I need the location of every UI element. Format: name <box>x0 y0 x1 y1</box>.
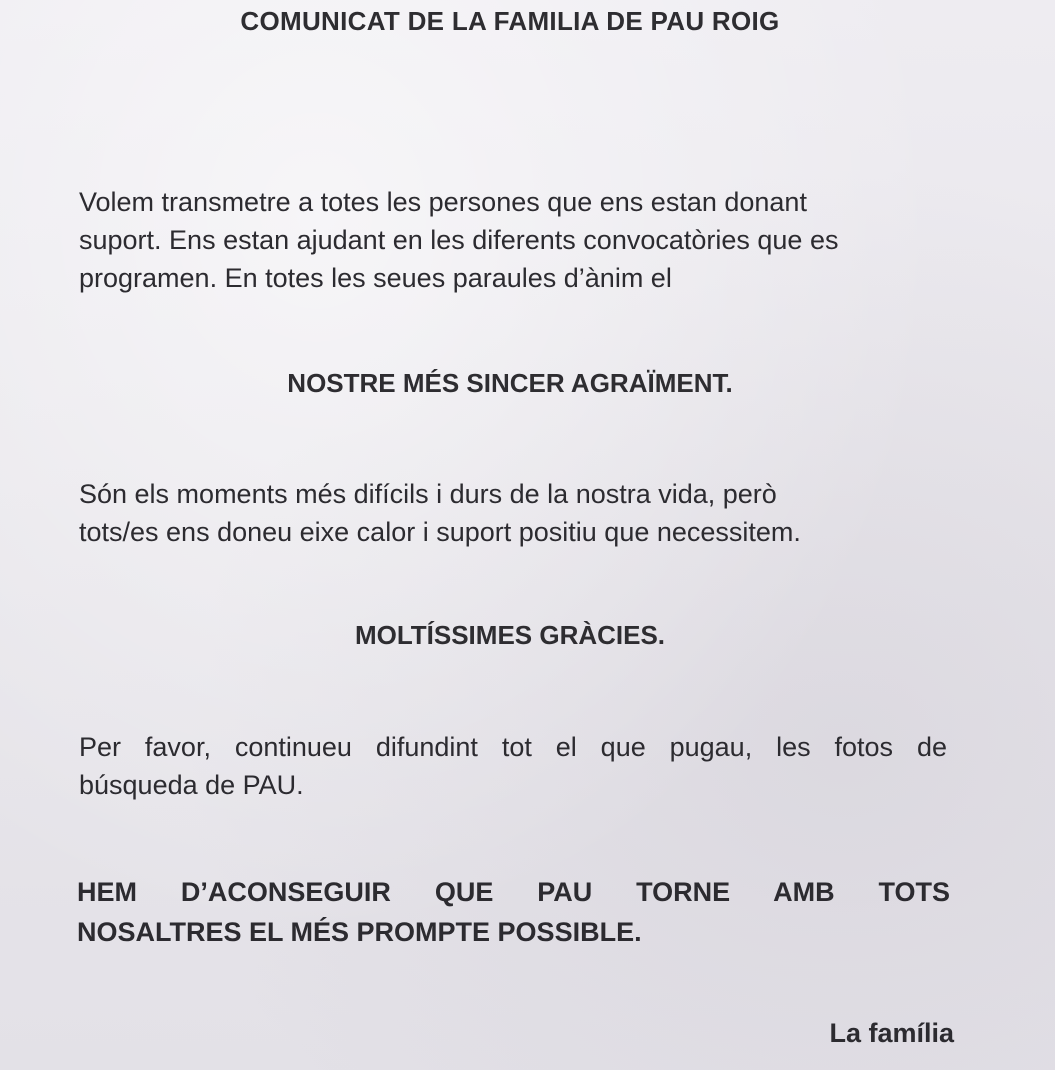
paragraph-line: suport. Ens estan ajudant en les diferents convocatòries que es <box>79 225 839 255</box>
paragraph-line: Per favor, continueu difundint tot el que pugau, les fotos de <box>79 732 947 762</box>
signature: La família <box>829 1018 954 1048</box>
heading-thanks: MOLTÍSSIMES GRÀCIES. <box>354 620 666 650</box>
paragraph-line: búsqueda de PAU. <box>79 770 304 800</box>
closing-statement <box>77 872 950 952</box>
paragraph-line: Són els moments més difícils i durs de la nostra vida, però <box>79 479 777 509</box>
paragraph-share <box>79 728 947 804</box>
paragraph-line: Volem transmetre a totes les persones que ens estan donant <box>79 187 807 217</box>
heading-gratitude: NOSTRE MÉS SINCER AGRAÏMENT. <box>287 368 733 398</box>
paragraph-support <box>79 183 838 297</box>
paragraph-line: programen. En totes les seues paraules d’ànim el <box>79 263 672 293</box>
paragraph-moments <box>79 475 801 551</box>
paragraph-line: tots/es ens doneu eixe calor i suport positiu que necessitem. <box>79 517 801 547</box>
closing-line: HEM D’ACONSEGUIR QUE PAU TORNE AMB TOTS <box>77 877 950 907</box>
document-title: COMUNICAT DE LA FAMILIA DE PAU ROIG <box>240 6 780 36</box>
closing-line: NOSALTRES EL MÉS PROMPTE POSSIBLE. <box>77 917 642 947</box>
